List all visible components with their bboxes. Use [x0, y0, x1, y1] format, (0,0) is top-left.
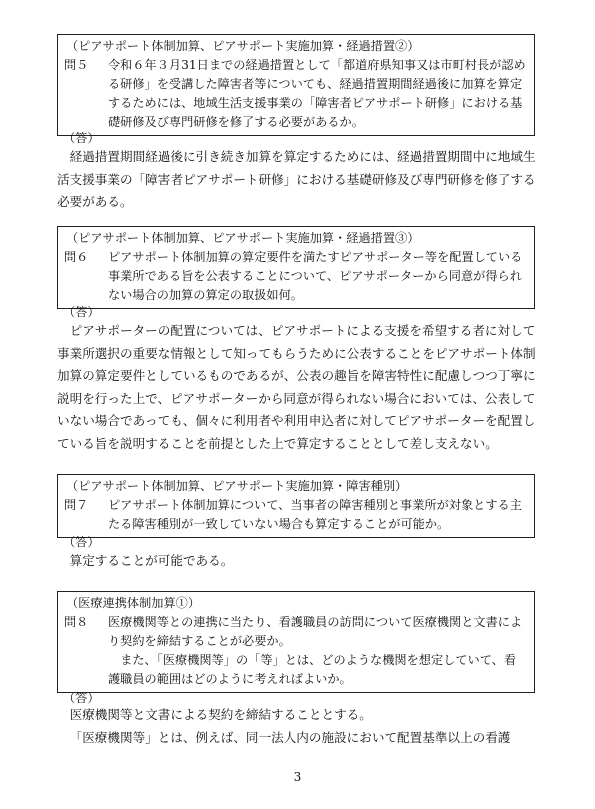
page-number: 3: [293, 770, 302, 784]
answer-body-6: [57, 320, 537, 455]
answer-label: （答）: [63, 305, 100, 319]
question-text: ピアサポート体制加算の算定要件を満たすピアサポーター等を配置している事業所である旨を公表することについて、ピアサポーターから同意が得られない場合の加算の算定の取扱如何。: [108, 250, 523, 302]
answer-label: （答）: [63, 535, 100, 549]
question-category: （ピアサポート体制加算、ピアサポート実施加算・経過措置③）: [66, 231, 420, 245]
question-text: 医療機関等との連携に当たり、看護職員の訪問について医療機関と文書により契約を締結することが必要か。: [108, 615, 523, 648]
answer-paragraph: ピアサポーターの配置については、ピアサポートによる支援を希望する者に対して事業所選択の重要な情報として知ってもらうために公表することをピアサポート体制加算の算定要件としているものであるが、公表の趣旨を障害特性に配慮しつつ丁寧に説明を行った上で、ピアサポーターから同意が得られない場合においては、公表していない場合であっても、個々に利用者や利用申込者に対してピアサポーターを配置している旨を説明することを前提とした上で算定することとして差し支えない。: [57, 323, 536, 451]
answer-paragraph: 算定することが可能である。: [69, 553, 234, 568]
question-number: 問８: [64, 615, 89, 629]
question-number: 問６: [64, 250, 89, 264]
answer-label: （答）: [63, 691, 100, 705]
question-box-8: [57, 591, 535, 693]
answer-label: （答）: [63, 131, 100, 145]
answer-paragraph: 「医療機関等」とは、例えば、同一法人内の施設において配置基準以上の看護: [69, 729, 511, 745]
question-box-5: [57, 34, 535, 136]
question-number: 問７: [64, 498, 89, 512]
answer-paragraph: 医療機関等と文書による契約を締結することとする。: [69, 707, 372, 722]
question-number: 問５: [64, 58, 89, 72]
answer-body-8: [57, 704, 537, 749]
question-box-6: [57, 226, 535, 309]
question-category: （ピアサポート体制加算、ピアサポート実施加算・障害種別）: [66, 479, 408, 493]
answer-paragraph: 経過措置期間経過後に引き続き加算を算定するためには、経過措置期間中に地域生活支援事業の「障害者ピアサポート研修」における基礎研修及び専門研修を修了する必要がある。: [57, 149, 536, 209]
question-text: ピアサポート体制加算について、当事者の障害種別と事業所が対象とする主たる障害種別が一致していない場合も算定することが可能か。: [108, 498, 522, 531]
question-category: （医療連携体制加算①）: [66, 596, 201, 610]
question-text: 令和６年３月31日までの経過措置として「都道府県知事又は市町村長が認める研修」を受講した障害者等についても、経過措置期間経過後に加算を算定するためには、地域生活支援事業の「障害者ピアサポート研修」における基礎研修及び専門研修を修了する必要があるか。: [108, 58, 526, 129]
answer-body-5: [57, 146, 537, 214]
question-box-7: [57, 474, 535, 538]
question-text-continued: また、「医療機関等」の「等」とは、どのような機関を想定していて、看護職員の範囲はどのように考えればよいか。: [108, 653, 517, 686]
answer-body-7: [57, 550, 537, 573]
question-category: （ピアサポート体制加算、ピアサポート実施加算・経過措置②）: [66, 39, 420, 53]
